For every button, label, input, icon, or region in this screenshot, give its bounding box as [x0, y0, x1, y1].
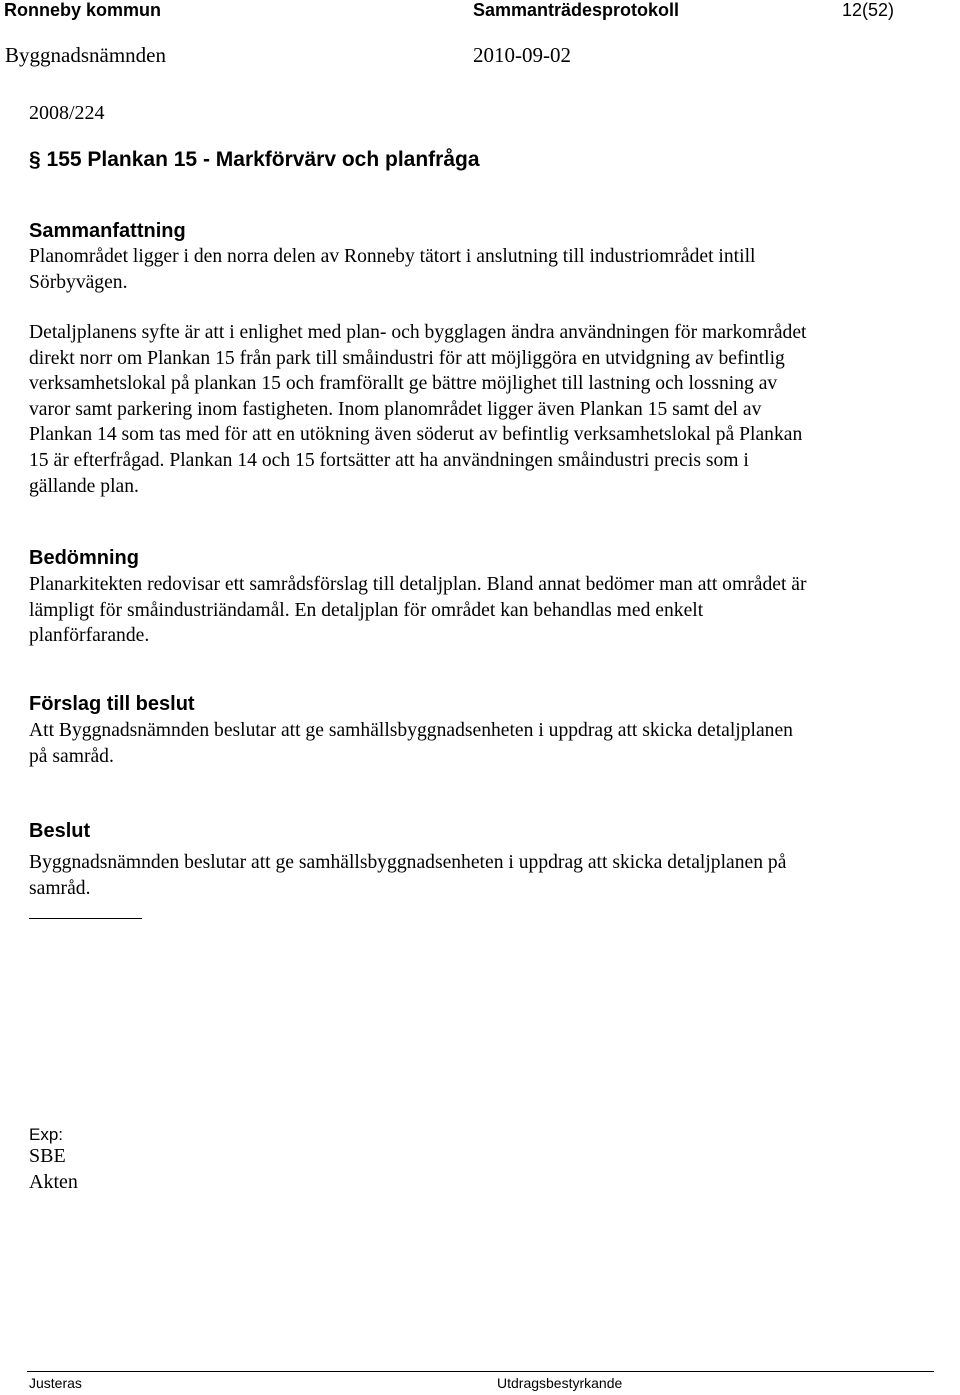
- forslag-paragraph: [29, 718, 929, 769]
- footer-rule: [27, 1371, 934, 1372]
- text-line: 15 är efterfrågad. Plankan 14 och 15 fortsätter att ha användningen småindustri precis som i: [29, 449, 749, 471]
- text-line: direkt norr om Plankan 15 från park till småindustri för att möjliggöra en utvidgning av befintlig: [29, 347, 785, 369]
- expedition-label: Exp:: [29, 1125, 64, 1144]
- case-number: 2008/224: [29, 102, 105, 124]
- text-line: planförfarande.: [29, 625, 150, 647]
- meeting-date: 2010-09-02: [473, 43, 571, 67]
- page-number: 12(52): [842, 0, 895, 20]
- separator-rule: [29, 918, 142, 919]
- section-title: § 155 Plankan 15 - Markförvärv och planfråga: [29, 148, 480, 171]
- board-name: Byggnadsnämnden: [5, 43, 166, 67]
- sammanfattning-paragraph-2: [29, 320, 929, 499]
- footer-justeras: Justeras: [29, 1375, 82, 1391]
- text-line: verksamhetslokal på plankan 15 och framförallt ge bättre möjlighet till lastning och lossning av: [29, 373, 778, 395]
- text-line: på samråd.: [29, 745, 114, 767]
- organization-name: Ronneby kommun: [4, 0, 162, 20]
- text-line: Att Byggnadsnämnden beslutar att ge samhällsbyggnadsenheten i uppdrag att skicka detaljplanen: [29, 720, 793, 741]
- beslut-heading: Beslut: [29, 820, 91, 842]
- sammanfattning-paragraph-1: [29, 244, 929, 295]
- bedomning-heading: Bedömning: [29, 547, 139, 569]
- text-line: samråd.: [29, 877, 91, 899]
- footer-utdragsbestyrkande: Utdragsbestyrkande: [497, 1375, 623, 1391]
- text-line: Planområdet ligger i den norra delen av Ronneby tätort i anslutning till industriområdet intill: [29, 246, 756, 267]
- document-type: Sammanträdesprotokoll: [473, 0, 680, 20]
- expedition-recipient: SBE: [29, 1145, 66, 1167]
- text-line: Byggnadsnämnden beslutar att ge samhällsbyggnadsenheten i uppdrag att skicka detaljplanen på: [29, 852, 787, 873]
- text-line: Plankan 14 som tas med för att en utökning även söderut av befintlig verksamhetslokal på Plankan: [29, 424, 803, 446]
- sammanfattning-heading: Sammanfattning: [29, 220, 186, 242]
- forslag-heading: Förslag till beslut: [29, 693, 195, 715]
- bedomning-paragraph: [29, 572, 929, 649]
- text-line: Planarkitekten redovisar ett samrådsförslag till detaljplan. Bland annat bedömer man att området är: [29, 574, 807, 595]
- beslut-paragraph: [29, 850, 929, 901]
- expedition-recipient: Akten: [29, 1171, 78, 1193]
- text-line: Detaljplanens syfte är att i enlighet med plan- och bygglagen ändra användningen för markområdet: [29, 322, 807, 343]
- text-line: Sörbyvägen.: [29, 271, 128, 293]
- text-line: varor samt parkering inom fastigheten. Inom planområdet ligger även Plankan 15 samt del av: [29, 398, 762, 420]
- text-line: gällande plan.: [29, 475, 139, 497]
- text-line: lämpligt för småindustriändamål. En detaljplan för området kan behandlas med enkelt: [29, 599, 704, 621]
